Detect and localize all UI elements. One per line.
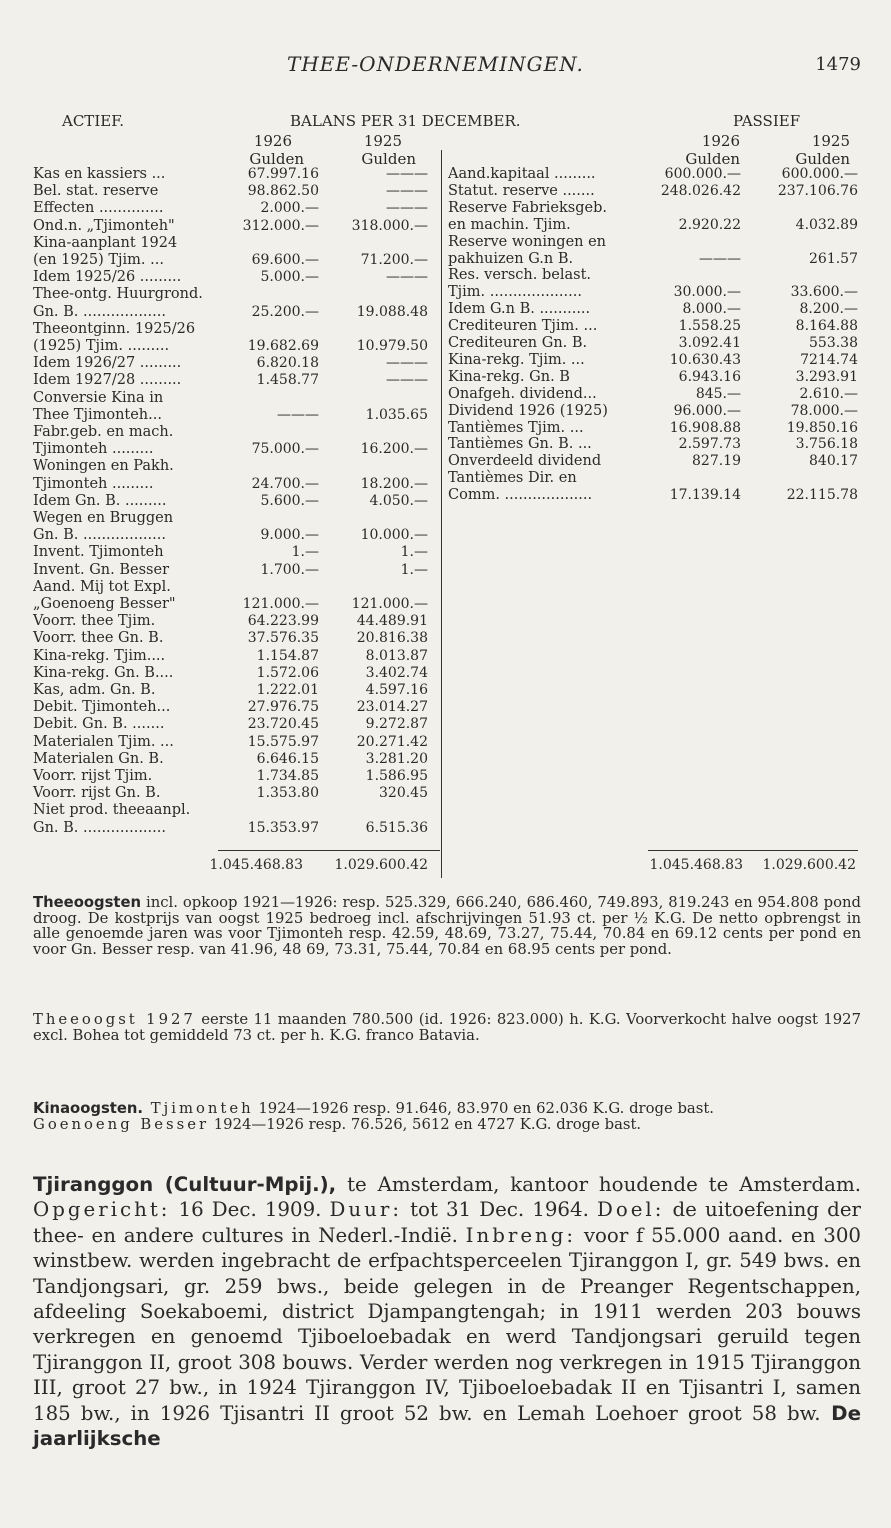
inbreng-label: Inbreng: xyxy=(465,1223,577,1247)
right-total-rule xyxy=(648,850,858,851)
actief-row-value-1926: 27.976.75 xyxy=(247,699,319,716)
passief-row-label: Comm. ................... xyxy=(448,487,593,504)
actief-row-value-1926: 1.572.06 xyxy=(256,664,319,681)
actief-row xyxy=(33,528,433,543)
col-unit-1925-right: Gulden xyxy=(795,150,850,168)
actief-row-label: Voorr. rijst Tjim. xyxy=(33,768,153,784)
passief-row-label: Dividend 1926 (1925) xyxy=(448,402,608,419)
actief-row-label: Niet prod. theeaanpl. xyxy=(33,802,191,819)
theeoogst-1927-lead: Theeoogst 1927 xyxy=(33,1011,196,1028)
actief-row-value-1925: 3.281.20 xyxy=(365,750,428,767)
actief-row xyxy=(33,287,433,302)
passief-row-value-1926: 248.026.42 xyxy=(660,182,741,199)
actief-row-value-1926: 1.458.77 xyxy=(256,372,319,389)
actief-row-value-1926: 6.646.15 xyxy=(256,750,319,767)
actief-row xyxy=(33,305,433,320)
actief-row xyxy=(33,201,433,216)
actief-row-value-1925: ——— xyxy=(386,166,428,182)
actief-row-value-1926: 9.000.— xyxy=(260,527,319,544)
passief-row-value-1925: 4.032.89 xyxy=(795,216,858,233)
actief-row xyxy=(33,356,433,371)
actief-row xyxy=(33,184,433,199)
actief-row-value-1925: 3.402.74 xyxy=(365,664,428,681)
center-divider xyxy=(441,150,442,878)
kinaoogsten-tjimonteh-text: 1924—1926 resp. 91.646, 83.970 en 62.036 K.G. droge bast. xyxy=(253,1100,715,1117)
actief-row-label: Theeontginn. 1925/26 xyxy=(33,320,196,337)
actief-row-value-1925: 1.586.95 xyxy=(365,768,428,784)
actief-row xyxy=(33,597,433,612)
passief-row-value-1925: 33.600.— xyxy=(790,284,858,301)
actief-row xyxy=(33,545,433,560)
actief-row xyxy=(33,821,433,836)
actief-row-value-1925: 8.013.87 xyxy=(365,647,428,664)
actief-row-label: Gn. B. .................. xyxy=(33,303,166,320)
passief-row-label: Kina-rekg. Gn. B xyxy=(448,368,570,385)
passief-row xyxy=(448,353,858,368)
doel-label: Doel: xyxy=(596,1198,665,1222)
actief-row-label: Voorr. thee Tjim. xyxy=(33,613,156,630)
passief-row-value-1925: 7214.74 xyxy=(800,351,858,368)
passief-row-value-1926: 827.19 xyxy=(692,453,741,470)
theeoogsten-lead: Theeoogsten xyxy=(33,894,142,911)
actief-row-label: Tjimonteh ......... xyxy=(33,441,154,458)
actief-row xyxy=(33,373,433,388)
col-year-1925-left: 1925 xyxy=(363,132,402,150)
actief-row-label: Invent. Tjimonteh xyxy=(33,544,164,561)
actief-row-value-1926: 75.000.— xyxy=(251,441,319,458)
actief-row-label: Tjimonteh ......... xyxy=(33,475,154,492)
actief-row-value-1925: ——— xyxy=(386,372,428,389)
passief-row-value-1926: 2.920.22 xyxy=(678,216,741,233)
actief-row-label: Kina-rekg. Tjim.... xyxy=(33,647,166,664)
actief-row-label: Gn. B. .................. xyxy=(33,819,166,836)
actief-row-value-1925: 9.272.87 xyxy=(365,716,428,733)
passief-row-label: Tantièmes Tjim. ... xyxy=(448,419,584,436)
passief-row-value-1925: 22.115.78 xyxy=(786,487,858,504)
actief-row-label: Thee-ontg. Huurgrond. xyxy=(33,286,203,303)
actief-row xyxy=(33,580,433,595)
actief-row xyxy=(33,717,433,732)
passief-row-value-1926: 845.— xyxy=(695,385,741,402)
actief-row-value-1926: 67.997.16 xyxy=(247,166,319,182)
company-name: Tjiranggon (Cultuur-Mpij.), xyxy=(33,1173,337,1196)
theeoogsten-text: incl. opkoop 1921—1926: resp. 525.329, 666.240, 686.460, 749.893, 819.243 en 954.808 pond droog. De kostprijs van oogst 1925 bedroeg incl. afschrijvingen 51.93 ct. per ½ K.G. De netto opbrengst in alle genoemde jaren was voor Tjimonteh resp. 42.59, 48.69, 73.27, 75.44, 70.84 en 69.12 cents per pond en voor Gn. Besser resp. van 41.96, 48 69, 73.31, 75.44, 70.84 en 68.95 cents per pond. xyxy=(33,894,861,958)
actief-row-value-1926: 121.000.— xyxy=(242,596,319,612)
actief-row-value-1926: 24.700.— xyxy=(251,475,319,492)
col-year-1925-right: 1925 xyxy=(811,132,850,150)
actief-row xyxy=(33,322,433,337)
actief-row-label: Idem 1927/28 ......... xyxy=(33,372,182,389)
passief-row-value-1925: 840.17 xyxy=(809,453,858,470)
col-unit-1925-left: Gulden xyxy=(361,150,416,168)
passief-table xyxy=(448,167,858,507)
actief-row-label: Woningen en Pakh. xyxy=(33,458,174,475)
actief-row xyxy=(33,752,433,767)
actief-row xyxy=(33,408,433,423)
left-total-rule xyxy=(218,850,440,851)
opgericht-value: 16 Dec. 1909. xyxy=(170,1198,330,1222)
passief-row xyxy=(448,471,858,486)
actief-row xyxy=(33,253,433,268)
actief-row xyxy=(33,563,433,578)
actief-row xyxy=(33,442,433,457)
actief-row-value-1926: 5.000.— xyxy=(260,269,319,286)
actief-row-value-1925: 71.200.— xyxy=(360,252,428,268)
actief-row-label: Idem 1926/27 ......... xyxy=(33,355,182,372)
passief-row-label: Tantièmes Gn. B. ... xyxy=(448,436,592,453)
actief-row-value-1925: 10.000.— xyxy=(360,527,428,544)
balance-title: BALANS PER 31 DECEMBER. xyxy=(290,112,521,130)
actief-row-value-1926: 15.353.97 xyxy=(247,819,319,836)
passief-row xyxy=(448,319,858,334)
actief-table xyxy=(33,167,433,847)
page-number: 1479 xyxy=(815,54,861,75)
passief-row xyxy=(448,437,858,452)
col-unit-1926-right: Gulden xyxy=(685,150,740,168)
passief-row-value-1926: 8.000.— xyxy=(682,301,741,318)
right-total-1926: 1.045.468.83 xyxy=(649,857,743,873)
actief-row-value-1926: 37.576.35 xyxy=(247,630,319,647)
passief-row-value-1926: 16.908.88 xyxy=(669,419,741,436)
actief-row-value-1925: 16.200.— xyxy=(360,441,428,458)
passief-row xyxy=(448,404,858,419)
actief-row-value-1925: 1.— xyxy=(400,544,428,561)
passief-row-value-1926: 96.000.— xyxy=(673,402,741,419)
doel-value: de uitoefening der thee- en andere cultures in Nederl.-Indië. xyxy=(33,1198,861,1247)
actief-row xyxy=(33,425,433,440)
theeoogst-1927-text: eerste 11 maanden 780.500 (id. 1926: 823.000) h. K.G. Voorverkocht halve oogst 1927 excl. Bohea tot gemiddeld 73 ct. per h. K.G. franco Batavia. xyxy=(33,1011,861,1044)
opgericht-label: Opgericht: xyxy=(33,1198,171,1222)
actief-row-label: Invent. Gn. Besser xyxy=(33,561,169,578)
passief-row-label: Crediteuren Gn. B. xyxy=(448,335,588,351)
actief-row xyxy=(33,683,433,698)
actief-row-label: Kina-rekg. Gn. B.... xyxy=(33,664,174,681)
actief-row-value-1926: 1.154.87 xyxy=(256,647,319,664)
actief-row-label: Aand. Mij tot Expl. xyxy=(33,578,171,595)
passief-row-value-1926: 17.139.14 xyxy=(669,487,741,504)
actief-row xyxy=(33,459,433,474)
actief-row-value-1925: 44.489.91 xyxy=(356,613,428,630)
passief-row xyxy=(448,184,858,199)
actief-row-value-1925: 18.200.— xyxy=(360,475,428,492)
passief-row xyxy=(448,268,858,283)
actief-row-label: Kas, adm. Gn. B. xyxy=(33,682,156,698)
actief-row-value-1925: ——— xyxy=(386,269,428,286)
running-title: THEE-ONDERNEMINGEN. xyxy=(287,52,584,76)
passief-row xyxy=(448,218,858,233)
passief-row-label: Onafgeh. dividend... xyxy=(448,385,597,402)
passief-row xyxy=(448,167,858,182)
actief-row-label: Ond.n. „Tjimonteh" xyxy=(33,217,175,234)
actief-row-value-1926: 25.200.— xyxy=(251,303,319,320)
actief-row-label: Voorr. thee Gn. B. xyxy=(33,630,164,647)
actief-row xyxy=(33,786,433,801)
passief-row xyxy=(448,285,858,300)
actief-row-value-1926: 2.000.— xyxy=(260,200,319,217)
passief-row xyxy=(448,252,858,267)
theeoogst-1927-paragraph xyxy=(33,1012,861,1043)
actief-row xyxy=(33,666,433,681)
passief-row-label: Idem G.n B. ........... xyxy=(448,301,591,318)
actief-row-value-1925: 320.45 xyxy=(379,785,428,802)
actief-row-label: (en 1925) Tjim. ... xyxy=(33,252,164,268)
actief-row-label: Fabr.geb. en mach. xyxy=(33,424,174,440)
passief-row xyxy=(448,387,858,402)
passief-row-label: Crediteuren Tjim. ... xyxy=(448,318,598,335)
actief-row-value-1926: 23.720.45 xyxy=(247,716,319,733)
page-header xyxy=(0,52,891,82)
actief-row-value-1926: ——— xyxy=(277,406,319,423)
left-total-1926: 1.045.468.83 xyxy=(209,857,303,873)
actief-row xyxy=(33,614,433,629)
actief-row-label: Kina-aanplant 1924 xyxy=(33,234,178,251)
actief-row-value-1926: 1.353.80 xyxy=(256,785,319,802)
actief-row-label: Idem 1925/26 ......... xyxy=(33,269,182,286)
actief-row-value-1926: 1.— xyxy=(291,544,319,561)
actief-row-label: Voorr. rijst Gn. B. xyxy=(33,785,161,802)
actief-row-label: Conversie Kina in xyxy=(33,389,164,406)
passief-row-value-1925: 553.38 xyxy=(809,335,858,351)
inbreng-value: voor f 55.000 aand. en 300 winstbew. werden ingebracht de erfpachtsperceelen Tjiranggon I, gr. 549 bws. en Tandjongsari, gr. 259 bws., beide gelegen in de Preanger Regentschappen, afdeeling Soekaboemi, district Djampangtengah; in 1911 werden 203 bouws verkregen en genoemd Tjiboeloebadak en werd Tandjongsari geruild tegen Tjiranggon II, groot 308 bouws. Verder werden nog verkregen in 1915 Tjiranggon III, groot 27 bw., in 1924 Tjiranggon IV, Tjiboeloebadak II en Tjisantri I, samen 185 bw., in 1926 Tjisantri II groot 52 bw. en Lemah Loehoer groot 58 bw. xyxy=(33,1223,861,1425)
actief-row-value-1926: 6.820.18 xyxy=(256,355,319,372)
actief-row-value-1926: 19.682.69 xyxy=(247,338,319,354)
passief-row xyxy=(448,302,858,317)
passief-row xyxy=(448,488,858,503)
actief-row-value-1926: 69.600.— xyxy=(251,252,319,268)
actief-row-label: Thee Tjimonteh... xyxy=(33,406,162,423)
actief-row-value-1925: 318.000.— xyxy=(351,217,428,234)
actief-row xyxy=(33,236,433,251)
passief-row-label: Res. versch. belast. xyxy=(448,267,592,284)
passief-row-label: Statut. reserve ....... xyxy=(448,182,595,199)
passief-row xyxy=(448,336,858,351)
passief-row xyxy=(448,201,858,216)
actief-row-value-1925: 4.050.— xyxy=(369,492,428,509)
actief-row-label: Materialen Tjim. ... xyxy=(33,733,174,750)
actief-row xyxy=(33,270,433,285)
actief-row-value-1925: 20.816.38 xyxy=(356,630,428,647)
passief-row-label: Kina-rekg. Tjim. ... xyxy=(448,351,585,368)
passief-row-label: en machin. Tjim. xyxy=(448,216,571,233)
actief-row xyxy=(33,494,433,509)
actief-row-label: Bel. stat. reserve xyxy=(33,183,159,200)
actief-row-value-1925: ——— xyxy=(386,200,428,217)
actief-row-value-1925: 23.014.27 xyxy=(356,699,428,716)
passief-row-label: Onverdeeld dividend xyxy=(448,453,602,470)
actief-row-label: Wegen en Bruggen xyxy=(33,510,174,526)
passief-row xyxy=(448,235,858,250)
passief-row-label: Reserve woningen en xyxy=(448,233,607,250)
actief-row xyxy=(33,735,433,750)
actief-row-label: Idem Gn. B. ......... xyxy=(33,492,167,509)
right-total-1925: 1.029.600.42 xyxy=(762,857,856,873)
passief-row-value-1925: 2.610.— xyxy=(799,385,858,402)
actief-row xyxy=(33,511,433,526)
actief-row-label: Materialen Gn. B. xyxy=(33,750,164,767)
actief-row-value-1925: 4.597.16 xyxy=(365,682,428,698)
actief-row-value-1925: ——— xyxy=(386,183,428,200)
actief-row-value-1926: 5.600.— xyxy=(260,492,319,509)
tjiranggon-paragraph xyxy=(33,1172,861,1451)
passief-row-label: Tjim. .................... xyxy=(448,284,582,301)
passief-row xyxy=(448,421,858,436)
passief-row-value-1926: 600.000.— xyxy=(664,166,741,182)
actief-row-value-1926: 1.700.— xyxy=(260,561,319,578)
actief-row-value-1926: 15.575.97 xyxy=(247,733,319,750)
actief-row-label: Effecten .............. xyxy=(33,200,164,217)
actief-row xyxy=(33,803,433,818)
passief-row-label: Tantièmes Dir. en xyxy=(448,470,577,487)
passief-row-value-1925: 261.57 xyxy=(809,250,858,267)
actief-row-value-1925: 1.035.65 xyxy=(365,406,428,423)
actief-row-value-1926: 312.000.— xyxy=(242,217,319,234)
actief-row-value-1925: 10.979.50 xyxy=(356,338,428,354)
actief-row-label: Kas en kassiers ... xyxy=(33,166,166,182)
actief-row-value-1926: 64.223.99 xyxy=(247,613,319,630)
passief-row-label: Aand.kapitaal ......... xyxy=(448,166,596,182)
actief-row xyxy=(33,391,433,406)
actief-row-value-1925: 20.271.42 xyxy=(356,733,428,750)
actief-row xyxy=(33,631,433,646)
actief-row xyxy=(33,167,433,182)
passief-row-value-1925: 19.850.16 xyxy=(786,419,858,436)
kinaoogsten-lead: Kinaoogsten. xyxy=(33,1100,144,1117)
passief-row-value-1926: ——— xyxy=(699,250,741,267)
actief-row xyxy=(33,700,433,715)
actief-row-value-1926: 1.734.85 xyxy=(256,768,319,784)
passief-row-label: Reserve Fabrieksgeb. xyxy=(448,199,607,216)
actief-row-label: „Goenoeng Besser" xyxy=(33,596,176,612)
col-unit-1926-left: Gulden xyxy=(249,150,304,168)
passief-row-value-1926: 10.630.43 xyxy=(669,351,741,368)
actief-row xyxy=(33,339,433,354)
actief-row-value-1926: 1.222.01 xyxy=(256,682,319,698)
actief-row xyxy=(33,219,433,234)
passief-row-value-1926: 1.558.25 xyxy=(678,318,741,335)
actief-row-value-1925: 1.— xyxy=(400,561,428,578)
actief-row xyxy=(33,477,433,492)
theeoogsten-paragraph xyxy=(33,895,861,957)
company-location: te Amsterdam, kantoor houdende te Amsterdam. xyxy=(336,1173,862,1196)
actief-row-value-1925: 6.515.36 xyxy=(365,819,428,836)
left-total-1925: 1.029.600.42 xyxy=(334,857,428,873)
passief-row xyxy=(448,370,858,385)
actief-row-value-1925: 19.088.48 xyxy=(356,303,428,320)
col-year-1926-left: 1926 xyxy=(253,132,292,150)
actief-row-label: Debit. Gn. B. ....... xyxy=(33,716,165,733)
passief-row-value-1925: 237.106.76 xyxy=(777,182,858,199)
passief-row-value-1925: 8.164.88 xyxy=(795,318,858,335)
passief-row-value-1926: 2.597.73 xyxy=(678,436,741,453)
passief-row-value-1925: 3.293.91 xyxy=(795,368,858,385)
passief-heading: PASSIEF xyxy=(733,112,801,130)
duur-value: tot 31 Dec. 1964. xyxy=(402,1198,597,1222)
actief-row-label: Debit. Tjimonteh... xyxy=(33,699,171,716)
passief-row-value-1925: 600.000.— xyxy=(781,166,858,182)
actief-row xyxy=(33,769,433,784)
actief-row-value-1925: ——— xyxy=(386,355,428,372)
actief-row-label: Gn. B. .................. xyxy=(33,527,166,544)
kinaoogsten-goenoeng-text: 1924—1926 resp. 76.526, 5612 en 4727 K.G. droge bast. xyxy=(209,1115,642,1133)
kinaoogsten-paragraph xyxy=(33,1101,861,1132)
actief-row xyxy=(33,649,433,664)
passief-row-value-1925: 3.756.18 xyxy=(795,436,858,453)
actief-row-value-1926: 98.862.50 xyxy=(247,183,319,200)
actief-heading: ACTIEF. xyxy=(62,112,125,130)
passief-row-value-1926: 3.092.41 xyxy=(678,335,741,351)
duur-label: Duur: xyxy=(329,1198,402,1222)
passief-row-label: pakhuizen G.n B. xyxy=(448,250,574,267)
kinaoogsten-goenoeng: Goenoeng Besser xyxy=(33,1115,210,1133)
actief-row-value-1925: 121.000.— xyxy=(351,596,428,612)
actief-row-label: (1925) Tjim. ......... xyxy=(33,338,170,354)
passief-row-value-1925: 8.200.— xyxy=(799,301,858,318)
passief-row-value-1926: 6.943.16 xyxy=(678,368,741,385)
col-year-1926-right: 1926 xyxy=(701,132,740,150)
paragraph-tail: De jaarlijksche xyxy=(33,1401,861,1451)
passief-row-value-1926: 30.000.— xyxy=(673,284,741,301)
passief-row xyxy=(448,454,858,469)
passief-row-value-1925: 78.000.— xyxy=(790,402,858,419)
kinaoogsten-tjimonteh: Tjimonteh xyxy=(143,1100,254,1117)
